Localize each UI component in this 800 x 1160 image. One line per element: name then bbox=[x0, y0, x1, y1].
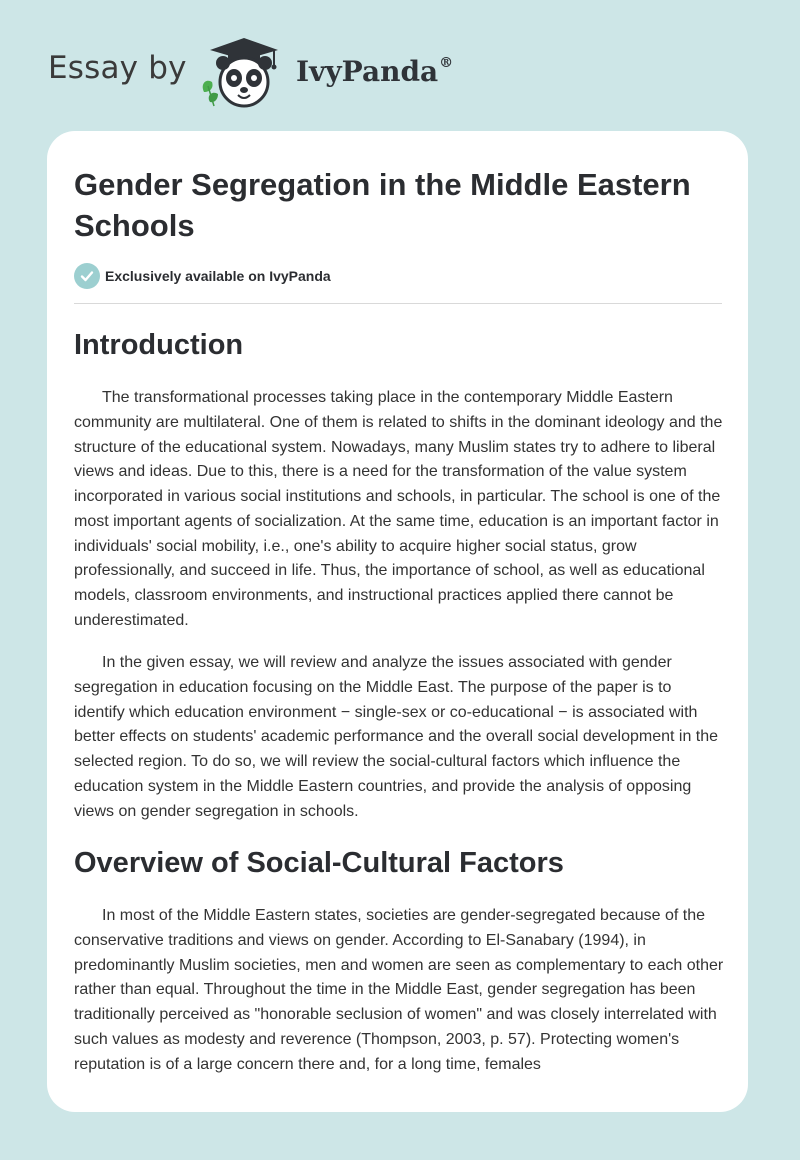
paragraph: The transformational processes taking place in the contemporary Middle Eastern community are multilateral. One of them is related to shifts in the dominant ideology and the structure of the educational system. Nowadays, many Muslim states try to adhere to liberal views and ideas. Due to this, there is a need for the transformation of the value system incorporated in various social institutions and schools, in particular. The school is one of the most important agents of socialization. At the same time, education is an important factor in individuals' social mobility, i.e., one's ability to acquire higher social status, grow professionally, and succeed in life. Thus, the importance of school, as well as educational models, classroom environments, and instructional practices applied there cannot be underestimated. bbox=[74, 389, 723, 629]
registered-mark: ® bbox=[439, 54, 454, 71]
brand-text: IvyPanda bbox=[296, 55, 439, 88]
section-heading-overview: Overview of Social-Cultural Factors bbox=[74, 847, 564, 879]
exclusive-badge-text: Exclusively available on IvyPanda bbox=[105, 268, 331, 284]
article-title: Gender Segregation in the Middle Eastern Schools bbox=[74, 167, 691, 243]
section-heading-introduction: Introduction bbox=[74, 329, 244, 361]
checkmark-icon bbox=[74, 263, 100, 289]
paragraph: In most of the Middle Eastern states, societies are gender-segregated because of the conservative traditions and views on gender. According to El-Sanabary (1994), in predominantly Muslim societies, men and women are seen as complementary to each other rather than equal. Throughout the time in the Middle East, gender segregation has been traditionally perceived as "honorable seclusion of women" and was closely interrelated with such values as modesty and reverence (Thompson, 2003, p. 57). Protecting women's reputation is of a large concern there and, for a long time, females bbox=[74, 907, 724, 1073]
exclusive-badge bbox=[74, 263, 331, 289]
essay-by-label: Essay by bbox=[48, 50, 187, 86]
site-header bbox=[0, 0, 800, 130]
article-card bbox=[47, 131, 748, 1112]
paragraph: In the given essay, we will review and analyze the issues associated with gender segregation in education focusing on the Middle East. The purpose of the paper is to identify which education environment − single-sex or co-educational − is associated with better effects on students' academic performance and the overall social development in the selected region. To do so, we will review the social-cultural factors which influence the education system in the Middle Eastern countries, and provide the analysis of opposing views on gender segregation in schools. bbox=[74, 654, 719, 820]
brand-name[interactable] bbox=[296, 55, 453, 88]
divider bbox=[74, 303, 722, 304]
ivypanda-logo-icon[interactable] bbox=[196, 36, 292, 108]
